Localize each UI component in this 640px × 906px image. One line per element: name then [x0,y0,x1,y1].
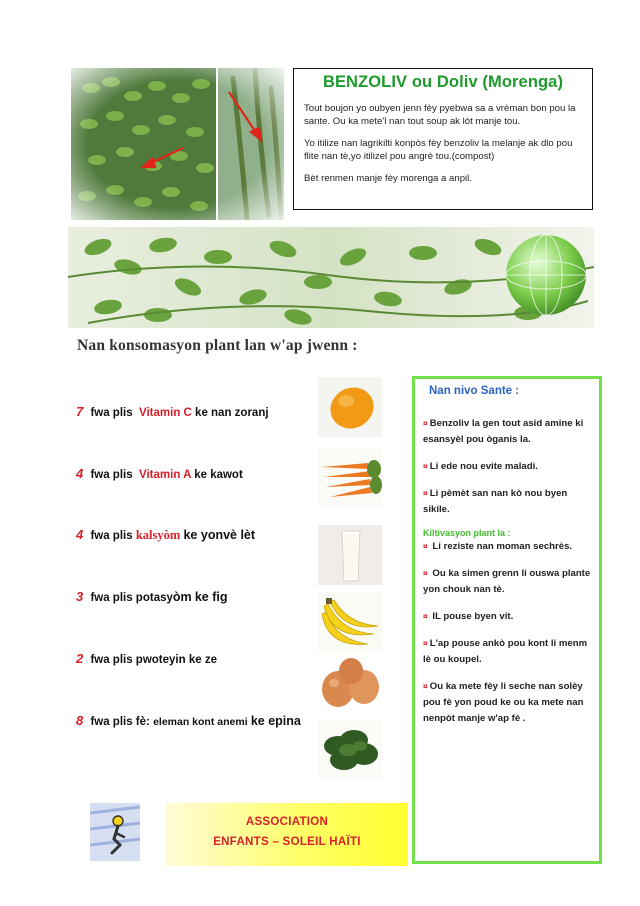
title-box [293,68,593,210]
nutrient-comparison: ke epina [250,714,301,728]
nutrient-comparison: ke kawot [194,469,243,481]
leaf-globe-banner [68,227,594,328]
cultivation-item [423,538,591,555]
nutrient-row-calcium [76,527,255,543]
association-line-1: ASSOCIATION [245,816,329,828]
association-line-2: ENFANTS – SOLEIL HAÏTI [213,836,361,848]
spinach-icon [318,720,382,780]
cultivation-item [423,635,591,668]
milk-glass-icon [318,525,382,585]
health-item-text: Li ede nou evite maladi. [429,461,538,472]
nutrient-row-iron [76,713,301,728]
orange-icon [318,377,382,437]
nutrient-row-vitamin-c [76,404,269,419]
bullet-icon: ¤ [423,461,428,471]
bullet-icon: ¤ [423,638,428,648]
bullet-icon: ¤ [423,541,428,551]
nutrient-highlight: eleman kont anemi [153,716,248,728]
bananas-icon [318,592,382,652]
nutrient-text: fwa plis [90,407,133,419]
nutrient-text: fwa plis pwoteyin ke ze [90,654,217,666]
nutrient-text: fwa plis potasy [90,592,173,604]
cultivation-item [423,565,591,598]
intro-paragraph-2: Yo itilize nan lagrikilti konpòs fèy benzoliv la melanje ak dlo pou flite nan tè,yo itilizel pou angrè tou.(compost) [304,138,573,162]
health-item-text: Li pèmèt san nan kò nou byen sikile. [423,488,568,515]
nutrient-text: fwa plis [90,469,133,481]
nutrient-highlight: kalsyòm [135,528,181,542]
nutrient-multiplier: 7 [76,404,84,419]
nutrient-comparison: ke yonvè lèt [183,528,256,542]
nutrient-multiplier: 3 [76,589,84,604]
nutrient-row-protein [76,651,217,666]
health-item [423,415,591,448]
nutrient-multiplier: 4 [76,527,84,542]
cultivation-item [423,608,591,625]
cultivation-item-text: IL pouse byen vit. [432,611,514,622]
bullet-icon: ¤ [423,681,428,691]
cultivation-item-text: L'ap pouse ankò pou kont li menm lè ou koupel. [423,638,588,665]
nutrient-multiplier: 4 [76,466,84,481]
cultivation-item-text: Li reziste nan moman sechrès. [432,541,573,552]
nutrient-text-suffix: òm [172,590,192,604]
cultivation-item [423,678,591,727]
nutrient-text: fwa plis [90,530,133,542]
moringa-photo [71,68,284,220]
intro-paragraph-1: Tout boujon yo oubyen jenn fèy pyebwa sa a vrèman bon pou la sante. Ou ka mete'l nan tout soup ak lòt manje tou. [304,103,576,127]
association-box [166,803,408,866]
nutrient-row-potassium [76,589,227,604]
cultivation-title: Kiltivasyon plant la : [423,528,511,538]
bullet-icon: ¤ [423,488,428,498]
bullet-icon: ¤ [423,611,428,621]
nutrient-multiplier: 2 [76,651,84,666]
nutrient-comparison: ke nan zoranj [195,407,269,419]
health-item [423,458,591,475]
nutrient-highlight: Vitamin C [139,407,192,419]
intro-paragraph-3: Bèt renmen manje fèy morenga a anpil. [304,173,472,184]
health-item [423,485,591,518]
eggs-icon [318,655,382,715]
bullet-icon: ¤ [423,418,428,428]
carrots-icon [318,447,382,507]
bullet-icon: ¤ [423,568,428,578]
section-heading: Nan konsomasyon plant lan w'ap jwenn : [77,337,358,354]
health-panel [412,376,602,864]
nutrient-row-vitamin-a [76,466,243,481]
health-title: Nan nivo Sante : [429,385,520,397]
nutrient-comparison: ke fig [194,590,228,604]
cultivation-item-text: Ou ka simen grenn li ouswa plante yon chouk nan tè. [423,568,591,595]
cultivation-item-text: Ou ka mete fèy li seche nan solèy pou fè yon poud ke ou ka mete nan nenpòt manje w'ap fè . [423,681,584,724]
nutrient-text: fwa plis fè: [90,716,150,728]
health-item-text: Benzoliv la gen tout asid amine ki esansyèl pou òganis la. [423,418,584,445]
nutrient-highlight: Vitamin A [139,469,191,481]
nutrient-multiplier: 8 [76,713,84,728]
association-logo [90,803,140,861]
page-title: BENZOLIV ou Doliv (Morenga) [322,73,564,91]
